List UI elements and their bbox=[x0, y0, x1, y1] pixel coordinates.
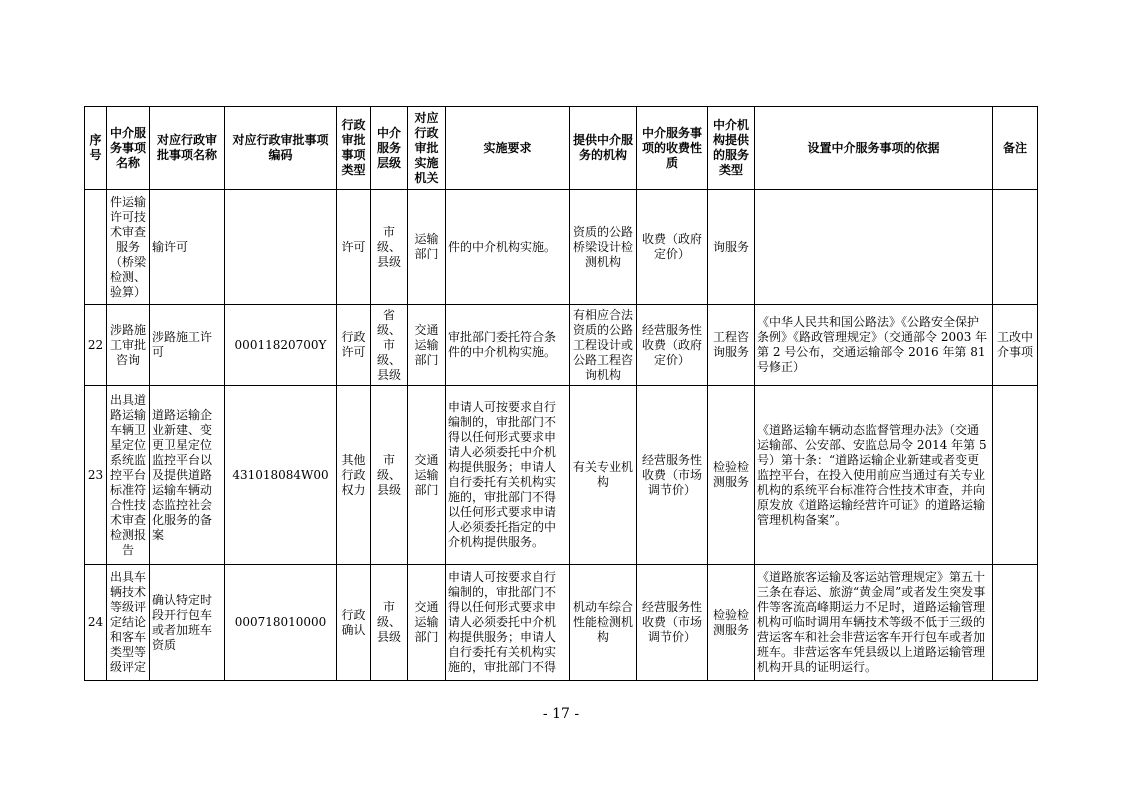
service-name: 涉路施工审批咨询 bbox=[107, 305, 150, 386]
provider: 资质的公路桥梁设计检测机构 bbox=[570, 190, 637, 305]
header-cell: 中介服务事项的收费性质 bbox=[637, 107, 708, 190]
header-cell: 序号 bbox=[85, 107, 107, 190]
page-number: - 17 - bbox=[542, 706, 580, 722]
service-type: 询服务 bbox=[708, 190, 755, 305]
requirement: 申请人可按要求自行编制的，审批部门不得以任何形式要求申请人必须委托中介机构提供服务；申请人自行委托有关机构实施的，审批部门不得 bbox=[446, 565, 570, 681]
approval-name: 确认特定时段开行包车或者加班车资质 bbox=[150, 565, 225, 681]
approval-type: 许可 bbox=[337, 190, 371, 305]
service-level: 市级、县级 bbox=[371, 190, 408, 305]
approval-code: 431018084W00 bbox=[225, 386, 337, 565]
approval-name: 输许可 bbox=[150, 190, 225, 305]
row-number: 23 bbox=[85, 386, 107, 565]
row-number bbox=[85, 190, 107, 305]
row-number: 24 bbox=[85, 565, 107, 681]
header-cell: 提供中介服务的机构 bbox=[570, 107, 637, 190]
header-cell: 中介服务事项名称 bbox=[107, 107, 150, 190]
authority: 交通运输部门 bbox=[408, 305, 446, 386]
provider: 机动车综合性能检测机构 bbox=[570, 565, 637, 681]
authority: 运输部门 bbox=[408, 190, 446, 305]
remark: 工改中介事项 bbox=[993, 305, 1038, 386]
approval-code: 000718010000 bbox=[225, 565, 337, 681]
fee-nature: 经营服务性收费（政府定价） bbox=[637, 305, 708, 386]
service-level: 市级、县级 bbox=[371, 565, 408, 681]
table-row bbox=[85, 565, 1038, 681]
authority: 交通运输部门 bbox=[408, 386, 446, 565]
table-row bbox=[85, 386, 1038, 565]
header-cell: 备注 bbox=[993, 107, 1038, 190]
requirement: 件的中介机构实施。 bbox=[446, 190, 570, 305]
service-type: 检验检测服务 bbox=[708, 565, 755, 681]
basis: 《道路旅客运输及客运站管理规定》第五十三条在春运、旅游“黄金周”或者发生突发事件等客流高峰期运力不足时，道路运输管理机构可临时调用车辆技术等级不低于三级的营运客车和社会非营运客车开行包车或者加班车。非营运客车凭县级以上道路运输管理机构开具的证明运行。 bbox=[755, 565, 993, 681]
header-cell: 设置中介服务事项的依据 bbox=[755, 107, 993, 190]
service-level: 市级、县级 bbox=[371, 386, 408, 565]
remark bbox=[993, 565, 1038, 681]
header-cell: 实施要求 bbox=[446, 107, 570, 190]
requirement: 申请人可按要求自行编制的，审批部门不得以任何形式要求申请人必须委托中介机构提供服务；申请人自行委托有关机构实施的，审批部门不得以任何形式要求申请人必须委托指定的中介机构提供服务。 bbox=[446, 386, 570, 565]
header-cell: 对应行政审批事项名称 bbox=[150, 107, 225, 190]
service-name: 出具道路运输车辆卫星定位系统监控平台标准符合性技术审查检测报告 bbox=[107, 386, 150, 565]
requirement: 审批部门委托符合条件的中介机构实施。 bbox=[446, 305, 570, 386]
table-row bbox=[85, 305, 1038, 386]
service-type: 检验检测服务 bbox=[708, 386, 755, 565]
remark bbox=[993, 386, 1038, 565]
approval-name: 道路运输企业新建、变更卫星定位监控平台以及提供道路运输车辆动态监控社会化服务的备案 bbox=[150, 386, 225, 565]
basis: 《道路运输车辆动态监督管理办法》（交通运输部、公安部、安监总局令 2014 年第 5 号）第十条：“道路运输企业新建或者变更监控平台，在投入使用前应当通过有关专业机构的系统平台标准符合性技术审查，并向原发放《道路运输经营许可证》的道路运输管理机构备案”。 bbox=[755, 386, 993, 565]
fee-nature: 经营服务性收费（市场调节价） bbox=[637, 386, 708, 565]
fee-nature: 经营服务性收费（市场调节价） bbox=[637, 565, 708, 681]
basis bbox=[755, 190, 993, 305]
service-type: 工程咨询服务 bbox=[708, 305, 755, 386]
header-cell: 中介服务层级 bbox=[371, 107, 408, 190]
header-cell: 对应行政审批事项编码 bbox=[225, 107, 337, 190]
header-cell: 对应行政审批实施机关 bbox=[408, 107, 446, 190]
service-name: 件运输许可技术审查服务（桥梁检测、验算） bbox=[107, 190, 150, 305]
approval-type: 行政许可 bbox=[337, 305, 371, 386]
remark bbox=[993, 190, 1038, 305]
table-row bbox=[85, 190, 1038, 305]
service-name: 出具车辆技术等级评定结论和客车类型等级评定 bbox=[107, 565, 150, 681]
approval-type: 行政确认 bbox=[337, 565, 371, 681]
header-cell: 中介机构提供的服务类型 bbox=[708, 107, 755, 190]
approval-code: 00011820700Y bbox=[225, 305, 337, 386]
fee-nature: 收费（政府定价） bbox=[637, 190, 708, 305]
basis: 《中华人民共和国公路法》《公路安全保护条例》《路政管理规定》（交通部令 2003 年第 2 号公布，交通运输部令 2016 年第 81 号修正） bbox=[755, 305, 993, 386]
approval-table bbox=[84, 106, 1038, 681]
provider: 有关专业机构 bbox=[570, 386, 637, 565]
approval-name: 涉路施工许可 bbox=[150, 305, 225, 386]
table-header-row bbox=[85, 107, 1038, 190]
approval-code bbox=[225, 190, 337, 305]
approval-type: 其他行政权力 bbox=[337, 386, 371, 565]
authority: 交通运输部门 bbox=[408, 565, 446, 681]
service-level: 省级、市级、县级 bbox=[371, 305, 408, 386]
header-cell: 行政审批事项类型 bbox=[337, 107, 371, 190]
row-number: 22 bbox=[85, 305, 107, 386]
provider: 有相应合法资质的公路工程设计或公路工程咨询机构 bbox=[570, 305, 637, 386]
